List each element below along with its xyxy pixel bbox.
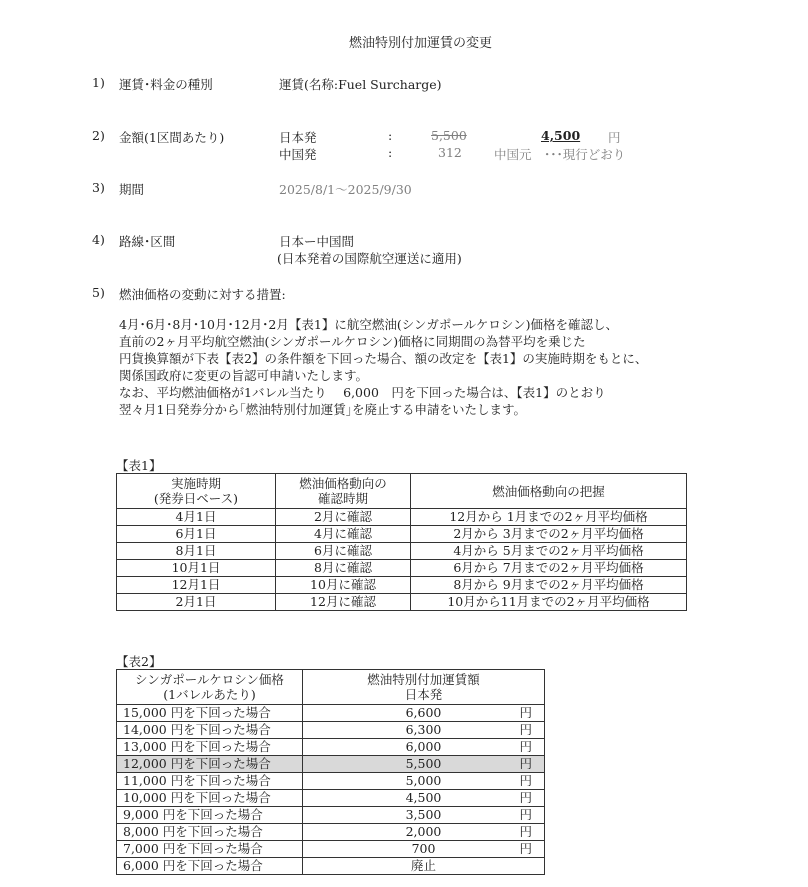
- route-value: 日本ー中国間: [279, 234, 355, 249]
- japan-new-amount: 4,500: [541, 128, 581, 143]
- china-colon: :: [388, 145, 393, 160]
- section-4-number: 4): [92, 232, 105, 247]
- section-4-label: 路線･区間: [119, 234, 176, 249]
- table-2: [116, 669, 545, 875]
- t1-header-date: 実施時期 (発券日ベース): [117, 474, 276, 509]
- measure-line-1: 4月･6月･8月･10月･12月･2月【表1】に航空燃油(シンガポールケロシン)価格を確認し、: [119, 317, 618, 332]
- japan-old-amount: 5,500: [431, 128, 467, 143]
- table-row: 6月1日 4月に確認 2月から 3月までの2ヶ月平均価格: [117, 526, 687, 543]
- t1-header-period: 燃油価格動向の把握: [411, 474, 687, 509]
- table-row: 2月1日 12月に確認 10月から11月までの2ヶ月平均価格: [117, 594, 687, 611]
- table-row-highlighted: 12,000 円を下回った場合 5,500 円: [117, 756, 545, 773]
- japan-unit: 円: [608, 130, 621, 145]
- measure-line-5: なお、平均燃油価格が1バレル当たり 6,000 円を下回った場合は、【表1】のとおり: [119, 385, 606, 400]
- table-row: 9,000 円を下回った場合 3,500 円: [117, 807, 545, 824]
- table-row: 14,000 円を下回った場合 6,300 円: [117, 722, 545, 739]
- table-row: 10,000 円を下回った場合 4,500 円: [117, 790, 545, 807]
- table-row: 13,000 円を下回った場合 6,000 円: [117, 739, 545, 756]
- route-note: (日本発着の国際航空運送に適用): [277, 251, 462, 266]
- section-1-value: 運賃(名称:Fuel Surcharge): [279, 77, 442, 92]
- table-1: [116, 473, 687, 611]
- china-origin-label: 中国発: [279, 147, 317, 162]
- china-unit: 中国元: [494, 147, 532, 162]
- table-row: 12月1日 10月に確認 8月から 9月までの2ヶ月平均価格: [117, 577, 687, 594]
- section-5-label: 燃油価格の変動に対する措置:: [119, 287, 286, 302]
- japan-colon: :: [388, 128, 393, 143]
- t1-header-check: 燃油価格動向の 確認時期: [276, 474, 411, 509]
- section-2-label: 金額(1区間あたり): [119, 130, 225, 145]
- table-row: 7,000 円を下回った場合 700 円: [117, 841, 545, 858]
- table-row: 6,000 円を下回った場合 廃止: [117, 858, 545, 875]
- table-row: 10月1日 8月に確認 6月から 7月までの2ヶ月平均価格: [117, 560, 687, 577]
- section-3-number: 3): [92, 180, 105, 195]
- period-value: 2025/8/1～2025/9/30: [279, 182, 412, 197]
- table-row: 8月1日 6月に確認 4月から 5月までの2ヶ月平均価格: [117, 543, 687, 560]
- section-5-number: 5): [92, 285, 105, 300]
- china-note: ･･･現行どおり: [544, 147, 626, 162]
- document-title: 燃油特別付加運賃の変更: [349, 36, 493, 51]
- table-2-caption: 【表2】: [116, 654, 162, 669]
- table-row: 4月1日 2月に確認 12月から 1月までの2ヶ月平均価格: [117, 509, 687, 526]
- table-1-caption: 【表1】: [116, 458, 162, 473]
- measure-line-3: 円貨換算額が下表【表2】の条件額を下回った場合、額の改定を【表1】の実施時期をもとに、: [119, 351, 648, 366]
- section-2-number: 2): [92, 128, 105, 143]
- measure-line-2: 直前の2ヶ月平均航空燃油(シンガポールケロシン)価格に同期間の為替平均を乗じた: [119, 334, 586, 349]
- section-1-number: 1): [92, 75, 105, 90]
- t2-header-price: シンガポールケロシン価格 (1バレルあたり): [117, 670, 303, 705]
- t2-header-surcharge: 燃油特別付加運賃額 日本発: [303, 670, 545, 705]
- table-row: 11,000 円を下回った場合 5,000 円: [117, 773, 545, 790]
- table-row: 8,000 円を下回った場合 2,000 円: [117, 824, 545, 841]
- japan-origin-label: 日本発: [279, 130, 317, 145]
- section-3-label: 期間: [119, 182, 145, 197]
- measure-line-4: 関係国政府に変更の旨認可申請いたします。: [119, 368, 369, 383]
- table-row: 15,000 円を下回った場合 6,600 円: [117, 705, 545, 722]
- section-1-label: 運賃･料金の種別: [119, 77, 213, 92]
- measure-line-6: 翌々月1日発券分から｢燃油特別付加運賃｣を廃止する申請をいたします。: [119, 402, 526, 417]
- china-amount: 312: [438, 145, 462, 160]
